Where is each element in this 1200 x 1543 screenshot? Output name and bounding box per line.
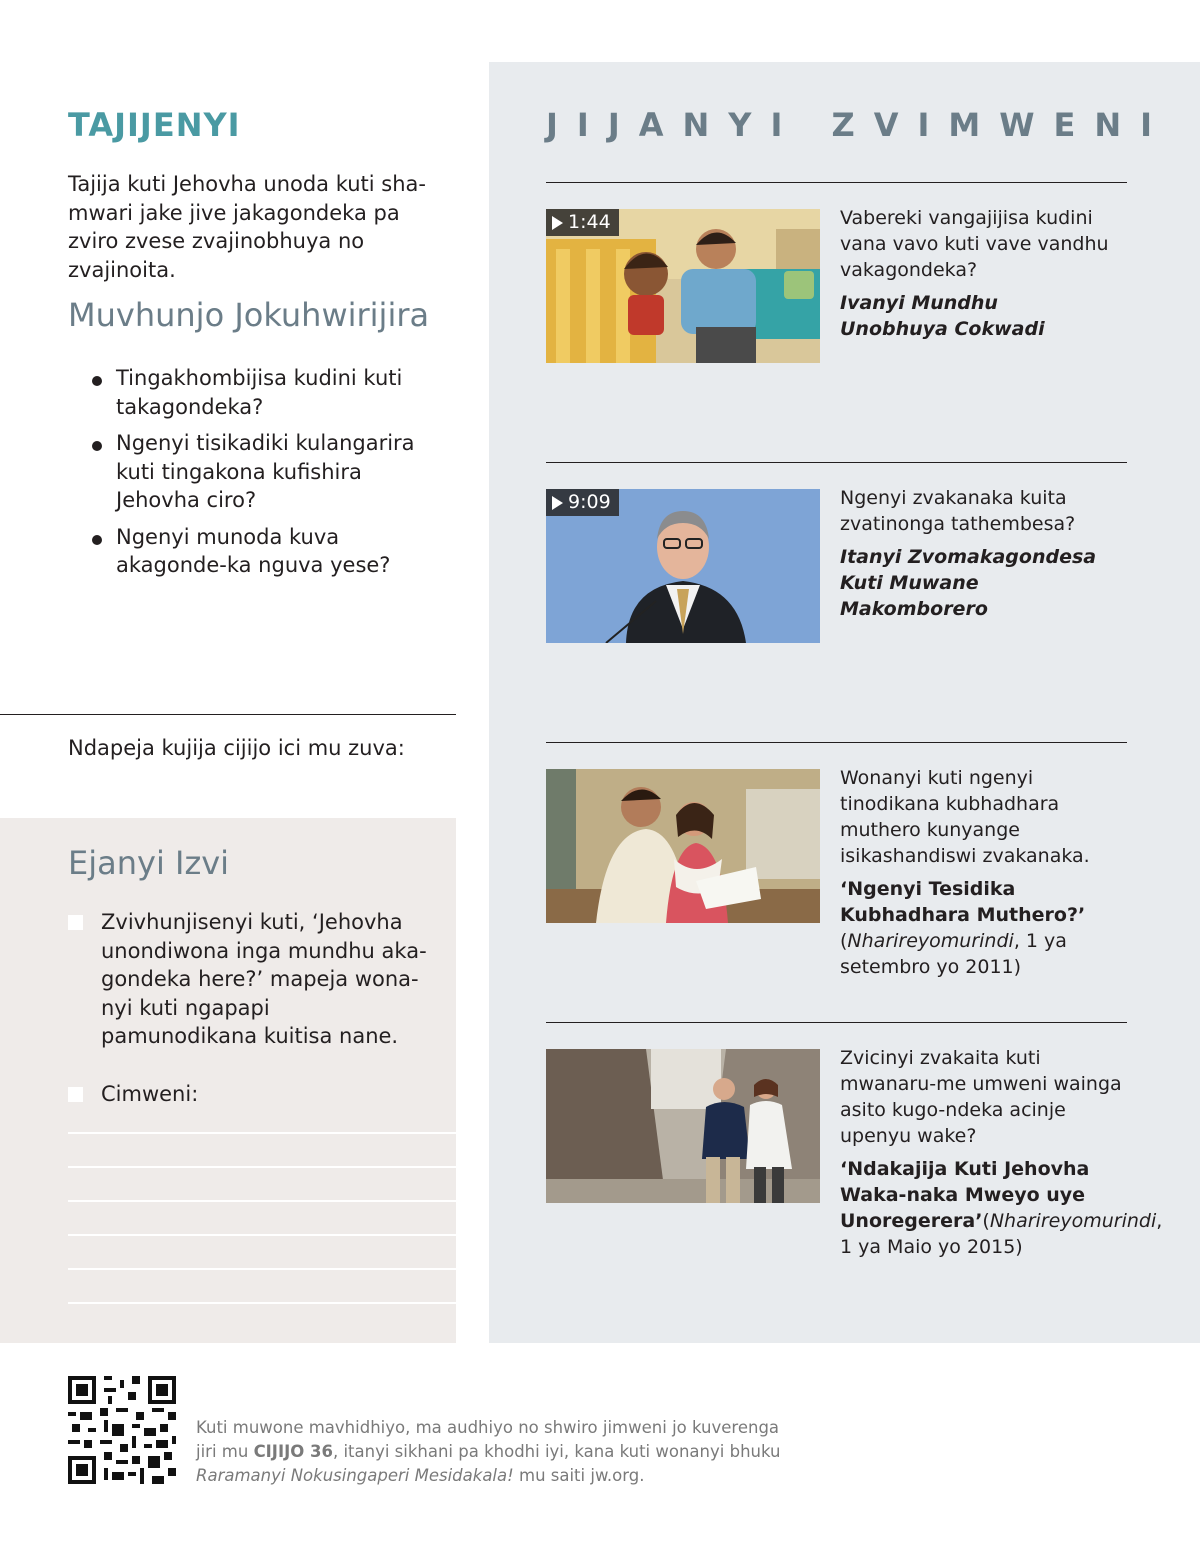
qr-code-icon[interactable]	[68, 1376, 176, 1484]
video-thumbnail[interactable]	[546, 209, 820, 363]
article-image	[546, 1049, 820, 1203]
study-question: Wonanyi kuti ngenyi tinodikana kubhadhara muthero kunyange isikashandiswi zvakanaka.	[840, 767, 1090, 867]
study-question: Vabereki vangajijisa kudini vana vavo kuti vave vandhu vakagondeka?	[840, 207, 1109, 281]
writing-line	[68, 1132, 456, 1134]
checkbox-icon[interactable]	[68, 915, 83, 930]
study-question: Zvicinyi zvakaita kuti mwanaru-me umweni wainga asito kugo-ndeka acinje upenyu wake?	[840, 1047, 1122, 1147]
writing-line	[68, 1268, 456, 1270]
video-title-link[interactable]: Itanyi Zvomakagondesa Kuti Muwane Makomborero	[840, 546, 1097, 620]
footer-note: Kuti muwone mavhidhiyo, ma audhiyo no shwiro jimweni jo kuverenga jiri mu CIJIJO 36, itanyi sikhani pa khodhi iyi, kana kuti wonanyi bhuku Raramanyi Nokusingaperi Mesidakala! mu saiti jw.org.	[196, 1418, 781, 1485]
study-item-text	[840, 205, 1110, 342]
couple-walking-street-image	[546, 1049, 820, 1203]
further-study-heading: JIJANYI ZVIMWENI	[546, 106, 1172, 144]
bullet-icon	[92, 376, 102, 386]
article-title: ‘Ndakajija Kuti Jehovha Waka-naka Mweyo uye Unoregerera’	[840, 1158, 1090, 1232]
study-item-text	[840, 1045, 1163, 1260]
review-question: Ngenyi munoda kuva akagonde-ka nguva yese?	[92, 523, 452, 580]
study-question: Ngenyi zvakanaka kuita zvatinonga tathembesa?	[840, 487, 1076, 535]
checkbox-icon[interactable]	[68, 1087, 83, 1102]
study-item-text	[840, 485, 1120, 622]
magazine-name: Nharireyomurindi	[847, 930, 1014, 952]
bullet-icon	[92, 441, 102, 451]
summary-text: Tajija kuti Jehovha unoda kuti sha-mwari jake jive jakagondeka pa zviro zvese zvajinobhuya no zvajinoita.	[68, 172, 426, 282]
writing-line	[68, 1166, 456, 1168]
try-item: Zvivhunjisenyi kuti, ‘Jehovha unondiwona inga mundhu aka-gondeka here?’ mapeja wona-nyi kuti ngapapi pamunodikana kuitisa nane.	[68, 908, 428, 1051]
article-reference[interactable]: ‘Ngenyi Tesidika Kubhadhara Muthero?’ (Nharireyomurindi, 1 ya setembro yo 2011)	[840, 878, 1086, 978]
review-heading: Muvhunjo Jokuhwirijira	[68, 296, 430, 334]
video-title-link[interactable]: Ivanyi Mundhu Unobhuya Cokwadi	[840, 292, 1045, 340]
video-thumbnail[interactable]	[546, 489, 820, 643]
bullet-icon	[92, 535, 102, 545]
divider	[546, 1022, 1127, 1023]
video-duration-badge: 1:44	[546, 209, 619, 236]
try-this-heading: Ejanyi Izvi	[68, 844, 230, 882]
book-title: Raramanyi Nokusingaperi Mesidakala!	[196, 1466, 514, 1485]
video-duration-badge: 9:09	[546, 489, 619, 516]
divider	[0, 714, 456, 715]
writing-line	[68, 1234, 456, 1236]
play-icon	[552, 216, 563, 230]
summary-heading: TAJIJENYI	[68, 106, 241, 144]
article-title: ‘Ngenyi Tesidika Kubhadhara Muthero?’	[840, 878, 1086, 926]
study-item-text	[840, 765, 1130, 980]
review-questions	[92, 364, 452, 588]
article-image	[546, 769, 820, 923]
review-question: Tingakhombijisa kudini kuti takagondeka?	[92, 364, 452, 421]
play-icon	[552, 496, 563, 510]
divider	[546, 742, 1127, 743]
divider	[546, 462, 1127, 463]
writing-line	[68, 1200, 456, 1202]
try-item-other: Cimweni:	[68, 1080, 428, 1109]
divider	[546, 182, 1127, 183]
article-reference[interactable]: ‘Ndakajija Kuti Jehovha Waka-naka Mweyo uye Unoregerera’(Nharireyomurindi, 1 ya Maio yo 2015)	[840, 1158, 1163, 1258]
writing-line	[68, 1302, 456, 1304]
couple-paying-taxes-image	[546, 769, 820, 923]
review-question: Ngenyi tisikadiki kulangarira kuti tingakona kufishira Jehovha ciro?	[92, 429, 452, 515]
completion-date-label: Ndapeja kujija cijijo ici mu zuva:	[68, 736, 405, 760]
magazine-name: Nharireyomurindi	[989, 1210, 1157, 1232]
